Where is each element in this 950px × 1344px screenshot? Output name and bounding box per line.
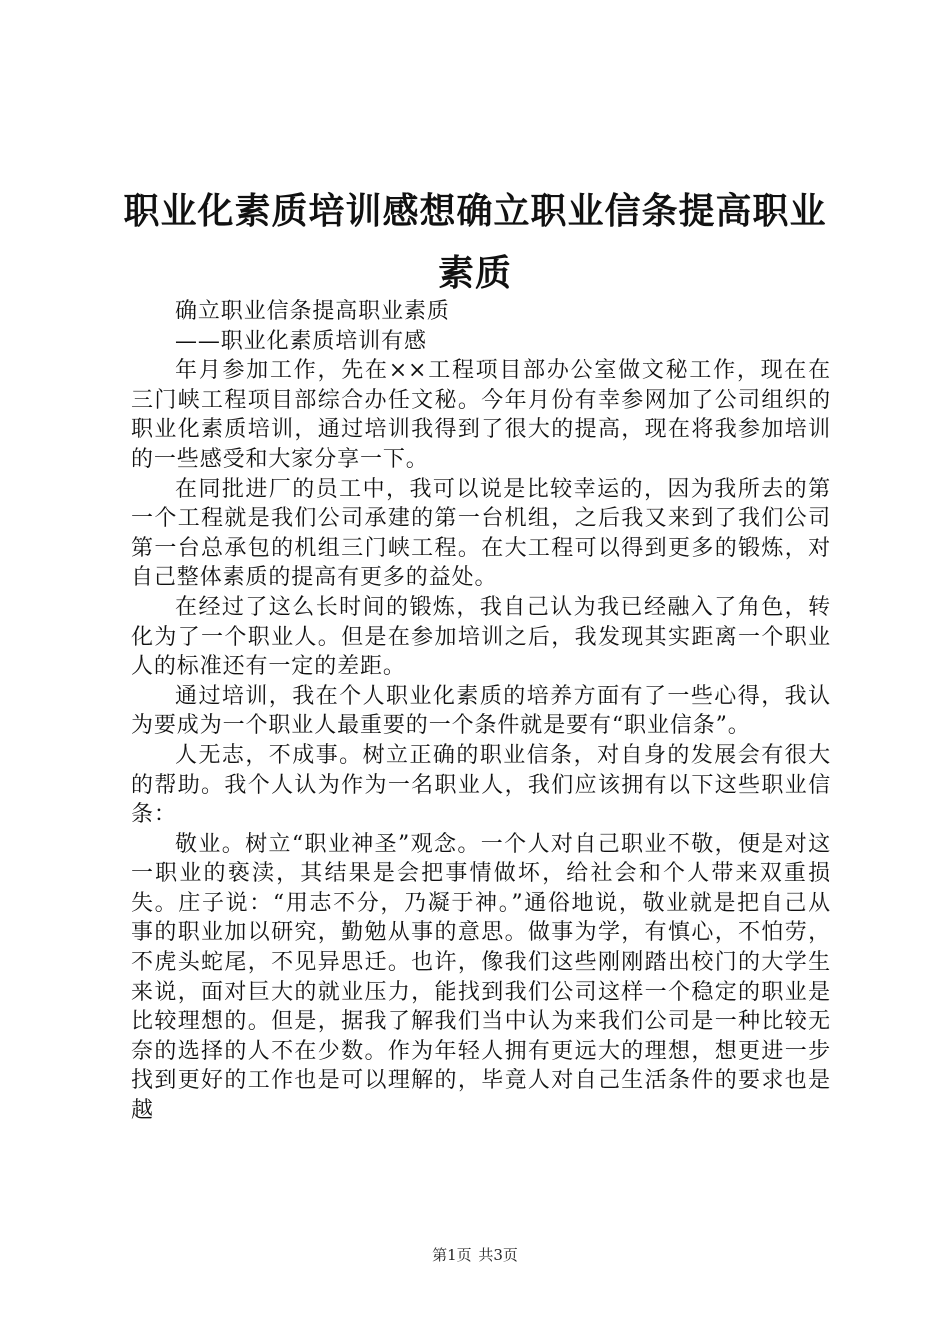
body-paragraph: 敬业。树立“职业神圣”观念。一个人对自己职业不敬，便是对这一职业的亵渎，其结果是会把事情做坏，给社会和个人带来双重损失。庄子说：“用志不分，乃凝于神。”通俗地说，敬业就是把自己从事的职业加以研究，勤勉从事的意思。做事为学，有慎心，不怕劳，不虎头蛇尾，不见异思迁。也许，像我们这些刚刚踏出校门的大学生来说，面对巨大的就业压力，能找到我们公司这样一个稳定的职业是比较理想的。但是，据我了解我们当中认为来我们公司是一种比较无奈的选择的人不在少数。作为年轻人拥有更远大的理想，想更进一步找到更好的工作也是可以理解的，毕竟人对自己生活条件的要求也是越 <box>131 831 831 1124</box>
body-paragraph: 在经过了这么长时间的锻炼，我自己认为我已经融入了角色，转化为了一个职业人。但是在参加培训之后，我发现其实距离一个职业人的标准还有一定的差距。 <box>131 594 831 680</box>
document-title: 职业化素质培训感想确立职业信条提高职业素质 <box>123 190 827 294</box>
page-total: 共3页 <box>478 1246 518 1264</box>
body-paragraph: 通过培训，我在个人职业化素质的培养方面有了一些心得，我认为要成为一个职业人最重要的一个条件就是要有“职业信条”。 <box>131 683 831 739</box>
body-paragraph: 在同批进厂的员工中，我可以说是比较幸运的，因为我所去的第一个工程就是我们公司承建的第一台机组，之后我又来到了我们公司第一台总承包的机组三门峡工程。在大工程可以得到更多的锻炼，对自己整体素质的提高有更多的益处。 <box>131 476 831 591</box>
page-footer <box>0 1244 950 1265</box>
body-paragraph: 人无志，不成事。树立正确的职业信条，对自身的发展会有很大的帮助。我个人认为作为一名职业人，我们应该拥有以下这些职业信条： <box>131 742 831 828</box>
subtitle-byline: ——职业化素质培训有感 <box>175 328 427 354</box>
body-paragraph: 年月参加工作，先在××工程项目部办公室做文秘工作，现在在三门峡工程项目部综合办任文秘。今年月份有幸参网加了公司组织的职业化素质培训，通过培训我得到了很大的提高，现在将我参加培训的一些感受和大家分享一下。 <box>131 358 831 472</box>
subtitle-line: 确立职业信条提高职业素质 <box>175 299 450 324</box>
document-body <box>131 297 831 1126</box>
page-number: 第1页 <box>432 1246 472 1264</box>
